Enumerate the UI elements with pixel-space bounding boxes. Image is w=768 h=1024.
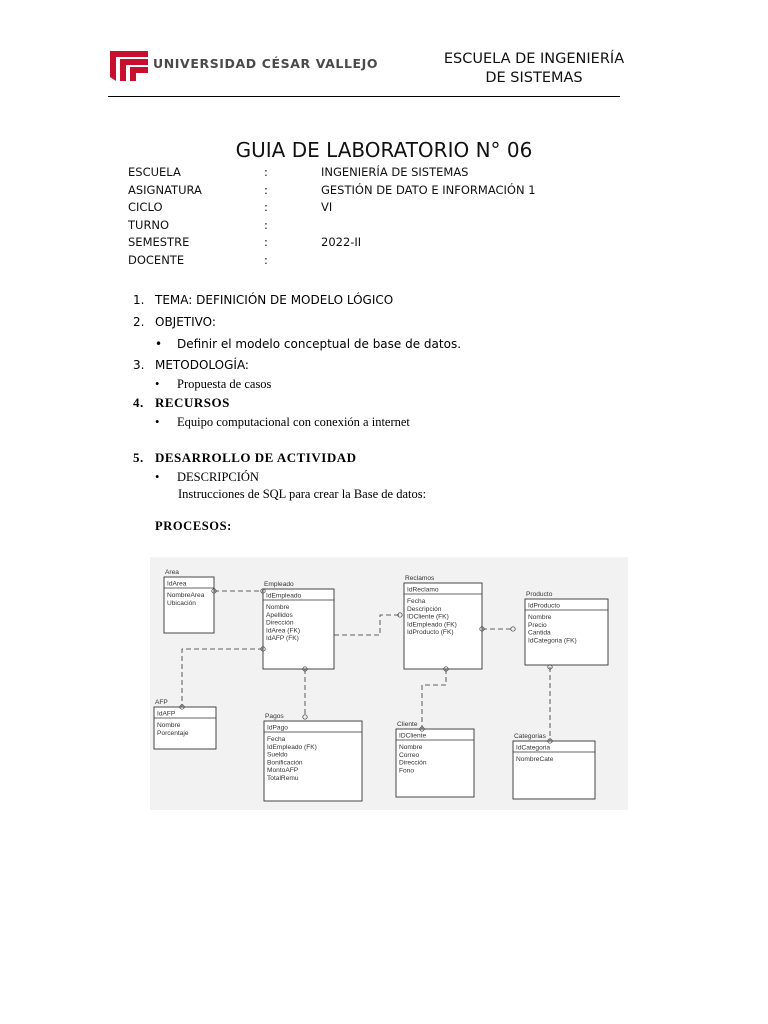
- entity-field: Cantida: [528, 629, 551, 637]
- entity-pk: IdCategoria: [516, 744, 551, 752]
- entity-name: Cliente: [397, 721, 418, 728]
- section-heading: RECURSOS: [155, 395, 230, 410]
- info-key: TURNO: [128, 217, 170, 232]
- entity-pk: IdAFP: [157, 710, 176, 718]
- section-heading: OBJETIVO:: [155, 315, 216, 329]
- entity-field: IDCliente (FK): [407, 613, 449, 621]
- section-number: 5.: [133, 450, 144, 465]
- info-key: ESCUELA: [128, 165, 181, 179]
- description-text: Instrucciones de SQL para crear la Base de datos:: [178, 487, 427, 501]
- entity-field: Correo: [399, 751, 420, 759]
- entity-categorias: [513, 733, 595, 799]
- entity-name: Pagos: [265, 713, 284, 720]
- entity-cliente: [396, 721, 474, 797]
- section-heading: METODOLOGÍA:: [155, 358, 249, 372]
- section-number: 1.: [133, 293, 145, 307]
- info-value: 2022-II: [321, 235, 362, 249]
- rel-reclamos-cliente: [422, 669, 446, 729]
- section-number: 2.: [133, 315, 145, 329]
- procesos-heading: PROCESOS:: [155, 519, 232, 533]
- entity-area: [164, 569, 214, 633]
- entity-pk: IdReclamo: [407, 586, 439, 594]
- info-sep: :: [264, 235, 268, 249]
- info-sep: :: [264, 217, 268, 232]
- header-divider: [108, 96, 620, 97]
- entity-empleado: [263, 581, 334, 669]
- relationship-marker: [303, 715, 307, 719]
- bullet-icon: •: [155, 377, 160, 391]
- entity-pk: IdProducto: [528, 602, 560, 610]
- relationship-lines: [182, 591, 550, 741]
- section-heading: DESARROLLO DE ACTIVIDAD: [155, 450, 357, 465]
- entity-field: Dirección: [266, 619, 294, 627]
- entity-pk: IdPago: [267, 724, 288, 732]
- info-key: CICLO: [128, 200, 163, 214]
- entity-name: Categorias: [514, 733, 546, 740]
- entity-reclamos: [404, 575, 482, 669]
- entity-field: Fecha: [267, 736, 286, 743]
- entity-field: Nombre: [528, 614, 552, 621]
- entity-name: Reclamos: [405, 575, 435, 582]
- entities-layer: [154, 569, 608, 801]
- entity-field: Porcentaje: [157, 729, 189, 737]
- entity-field: IdEmpleado (FK): [407, 621, 457, 629]
- entity-pagos: [264, 713, 362, 801]
- university-name: UNIVERSIDAD CÉSAR VALLEJO: [153, 56, 379, 71]
- bullet-icon: •: [155, 337, 163, 351]
- section-number: 4.: [133, 395, 144, 410]
- relationship-marker: [511, 627, 515, 631]
- er-diagram: [150, 557, 628, 810]
- school-name: [430, 50, 638, 88]
- entity-name: Area: [165, 569, 179, 576]
- bullet-text: Equipo computacional con conexión a internet: [177, 415, 410, 429]
- entity-field: Fono: [399, 767, 415, 775]
- info-key: DOCENTE: [128, 252, 185, 267]
- info-sep: :: [264, 165, 268, 179]
- school-name-line2: DE SISTEMAS: [485, 70, 583, 86]
- section-heading: TEMA: DEFINICIÓN DE MODELO LÓGICO: [155, 293, 394, 307]
- info-sep: :: [264, 182, 268, 197]
- entity-field: NombreArea: [167, 592, 205, 599]
- bullet-text: Definir el modelo conceptual de base de datos.: [177, 337, 462, 351]
- bullet-text: DESCRIPCIÓN: [177, 470, 259, 484]
- entity-field: MontoAFP: [267, 767, 299, 775]
- info-sep: :: [264, 252, 268, 267]
- entity-field: Dirección: [399, 759, 427, 767]
- bullet-text: Propuesta de casos: [177, 377, 272, 391]
- entity-field: TotalRemu: [267, 775, 299, 782]
- entity-field: IdAFP (FK): [266, 635, 299, 643]
- entity-field: IdArea (FK): [266, 627, 301, 635]
- bullet-icon: •: [155, 470, 160, 484]
- entity-field: IdCategoria (FK): [528, 637, 577, 645]
- entity-field: Sueldo: [267, 751, 288, 759]
- info-value: INGENIERÍA DE SISTEMAS: [321, 165, 469, 179]
- university-shield-icon: [108, 47, 150, 85]
- entity-field: Descripción: [407, 605, 442, 613]
- entity-field: IdProducto (FK): [407, 629, 454, 637]
- rel-empleado-reclamos: [334, 615, 400, 635]
- entity-field: Apellidos: [266, 611, 293, 619]
- entity-name: Empleado: [264, 581, 294, 588]
- entity-name: AFP: [155, 699, 168, 706]
- entity-field: Nombre: [399, 744, 423, 751]
- entity-field: IdEmpleado (FK): [267, 743, 317, 751]
- info-value: GESTIÓN DE DATO E INFORMACIÓN 1: [321, 182, 536, 197]
- school-name-line1: ESCUELA DE INGENIERÍA: [443, 51, 625, 67]
- rel-afp-empleado: [182, 649, 263, 707]
- info-value: VI: [321, 200, 333, 214]
- page-title: GUIA DE LABORATORIO N° 06: [235, 138, 533, 162]
- entity-pk: IdEmpleado: [266, 592, 302, 600]
- entity-field: NombreCate: [516, 756, 554, 763]
- er-diagram-canvas: [150, 557, 628, 810]
- entity-name: Producto: [526, 591, 553, 598]
- entity-field: Fecha: [407, 598, 426, 605]
- info-sep: :: [264, 200, 268, 214]
- entity-field: Nombre: [266, 604, 290, 611]
- entity-field: Precio: [528, 621, 547, 629]
- entity-field: Bonificación: [267, 759, 303, 767]
- entity-pk: IDCliente: [399, 732, 427, 740]
- bullet-icon: •: [155, 415, 160, 429]
- entity-afp: [154, 699, 216, 749]
- entity-pk: IdArea: [167, 580, 187, 588]
- info-key: ASIGNATURA: [128, 182, 202, 197]
- section-number: 3.: [133, 358, 145, 372]
- entity-field: Ubicación: [167, 599, 196, 607]
- info-key: SEMESTRE: [128, 235, 190, 249]
- entity-field: Nombre: [157, 722, 181, 729]
- entity-producto: [525, 591, 608, 665]
